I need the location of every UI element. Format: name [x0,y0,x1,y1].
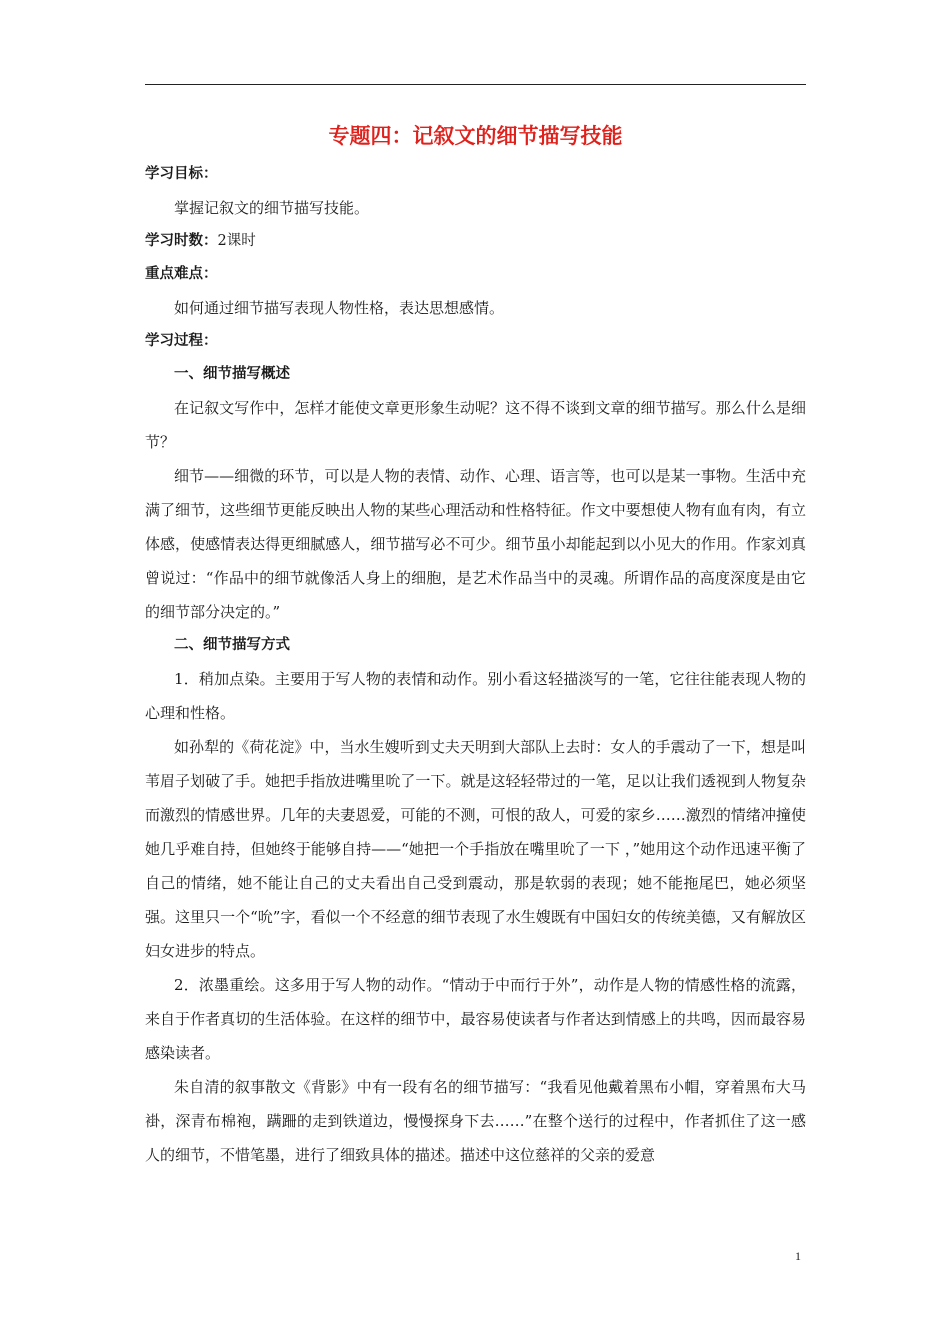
section2-paragraph: 2．浓墨重绘。这多用于写人物的动作。“情动于中而行于外”，动作是人物的情感性格的流露，来自于作者真切的生活体验。在这样的细节中，最容易使读者与作者达到情感上的共鸣，因而最容易感染读者。 [145,976,806,1062]
key-label: 重点难点： [145,266,218,282]
header-rule [145,84,806,85]
hours-value: 2课时 [217,233,256,249]
goal-text: 掌握记叙文的细节描写技能。 [174,199,370,217]
section2-paragraph: 朱自清的叙事散文《背影》中有一段有名的细节描写：“我看见他戴着黑布小帽，穿着黑布大马褂，深青布棉袍，蹒跚的走到铁道边，慢慢探身下去……”在整个送行的过程中，作者抓住了这一感人的细节，不惜笔墨，进行了细致具体的描述。描述中这位慈祥的父亲的爱意 [145,1078,806,1164]
process-label: 学习过程： [145,333,218,349]
section1-heading: 一、细节描写概述 [174,366,290,382]
section2-heading: 二、细节描写方式 [174,637,290,653]
section2-paragraph: 如孙犁的《荷花淀》中，当水生嫂听到丈夫天明到大部队上去时：女人的手震动了一下，想是叫苇眉子划破了手。她把手指放进嘴里吮了一下。就是这轻轻带过的一笔，足以让我们透视到人物复杂而激烈的情感世界。几年的夫妻恩爱，可能的不测，可恨的敌人，可爱的家乡……激烈的情绪冲撞使她几乎难自持，但她终于能够自持——“她把一个手指放在嘴里吮了一下 ，”她用这个动作迅速平衡了自己的情绪，她不能让自己的丈夫看出自己受到震动，那是软弱的表现；她不能拖尾巴，她必须坚强。这里只一个“吮”字，看似一个不经意的细节表现了水生嫂既有中国妇女的传统美德，又有解放区妇女进步的特点。 [145,738,806,960]
document-body [145,118,806,1172]
page-number: 1 [795,1249,801,1263]
key-text: 如何通过细节描写表现人物性格，表达思想感情。 [174,299,505,317]
document-title: 专题四：记叙文的细节描写技能 [328,124,623,148]
section2-paragraph: 1．稍加点染。主要用于写人物的表情和动作。别小看这轻描淡写的一笔，它往往能表现人物的心理和性格。 [145,670,806,722]
hours-line [145,225,806,258]
goal-label: 学习目标： [145,166,218,182]
hours-label: 学习时数： [145,233,218,249]
section1-paragraph: 细节——细微的环节，可以是人物的表情、动作、心理、语言等，也可以是某一事物。生活中充满了细节，这些细节更能反映出人物的某些心理活动和性格特征。作文中要想使人物有血有肉，有立体感，使感情表达得更细腻感人，细节描写必不可少。细节虽小却能起到以小见大的作用。作家刘真曾说过：“作品中的细节就像活人身上的细胞，是艺术作品当中的灵魂。所谓作品的高度深度是由它的细节部分决定的。” [145,467,806,621]
section1-paragraph: 在记叙文写作中，怎样才能使文章更形象生动呢？这不得不谈到文章的细节描写。那么什么是细节？ [145,399,806,451]
